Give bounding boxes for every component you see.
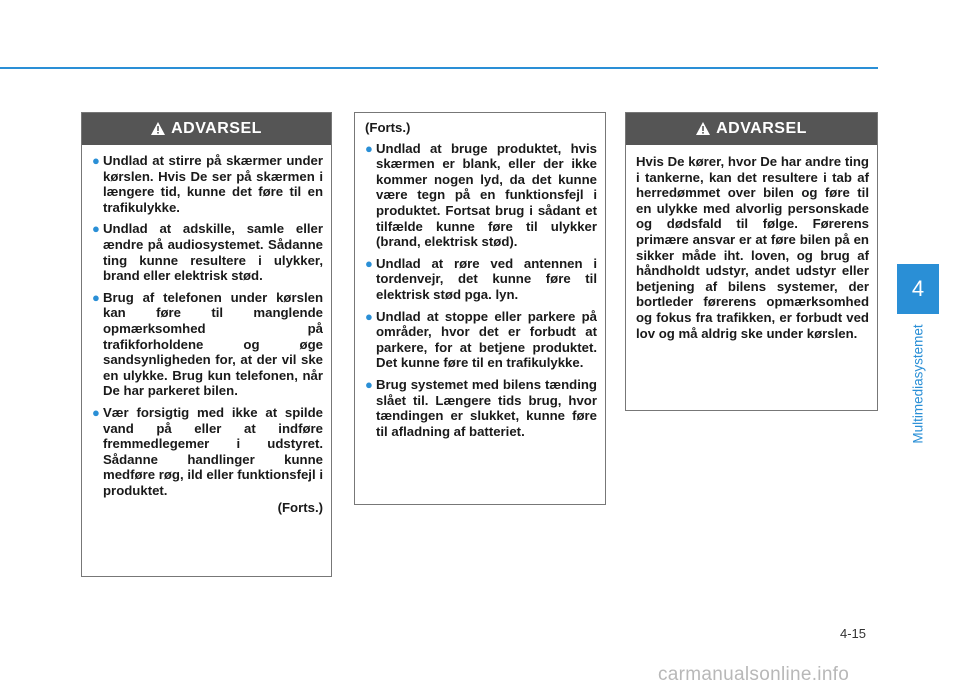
warning-header	[82, 113, 331, 145]
bullet-icon: ●	[365, 376, 373, 392]
warning-header	[626, 113, 877, 145]
warning-box-right	[625, 112, 878, 411]
warning-paragraph: Hvis De kører, hvor De har andre ting i tankerne, kan det resultere i tab af herredømmet over bilen og føre til en ulykke med alvorlig personskade og dødsfald til følge. Førerens primære ansvar er at føre bilen på en sikker måde iht. loven, og brug af håndholdt udstyr, andet udstyr eller betjening af bilens systemer, der bortleder førerens opmærksomhed og fokus fra trafikken, er forbudt ved lov og må aldrig ske under kørslen.	[636, 154, 869, 341]
page-number: 4-15	[840, 626, 867, 641]
warning-triangle-icon	[151, 122, 165, 135]
bullet-icon: ●	[92, 153, 100, 168]
warning-triangle-icon	[696, 122, 710, 135]
list-item: ● Undlad at røre ved antennen i tordenvejr, det kunne føre til elektrisk stød pga. lyn.	[365, 255, 597, 302]
chapter-tab[interactable]: 4	[897, 264, 939, 314]
warning-box-middle	[354, 112, 606, 505]
header-rule	[0, 67, 878, 69]
warning-list	[92, 153, 323, 498]
chapter-label: Multimediasystemet	[910, 324, 926, 444]
continued-label: (Forts.)	[277, 500, 323, 516]
list-item: ● Brug systemet med bilens tænding slået til. Længere tids brug, hvor tændingen er slukket, kunne føre til afladning af batteriet.	[365, 376, 597, 439]
warning-title: ADVARSEL	[171, 120, 262, 137]
watermark: carmanualsonline.info	[658, 664, 850, 685]
warning-title: ADVARSEL	[716, 120, 807, 137]
list-item: ● Undlad at adskille, samle eller ændre på audiosystemet. Sådanne ting kunne resultere i ulykker, brand eller elektrisk stød.	[92, 221, 323, 284]
list-item: ● Undlad at stoppe eller parkere på områder, hvor det er forbudt at parkere, for at betjene produktet. Det kunne føre til en trafikulykke.	[365, 308, 597, 371]
bullet-icon: ●	[365, 308, 373, 324]
warning-box-left	[81, 112, 332, 577]
bullet-icon: ●	[92, 404, 100, 420]
continued-from-label: (Forts.)	[365, 120, 411, 135]
bullet-icon: ●	[365, 140, 373, 156]
bullet-icon: ●	[92, 221, 100, 237]
warning-list	[365, 141, 597, 440]
bullet-icon: ●	[92, 289, 100, 305]
list-item: ● Undlad at stirre på skærmer under kørslen. Hvis De ser på skærmen i længere tid, kunne det føre til en trafikulykke.	[92, 153, 323, 215]
bullet-icon: ●	[365, 255, 373, 271]
list-item: ● Undlad at bruge produktet, hvis skærmen er blank, eller der ikke kommer nogen lyd, da det kunne være tegn på en funktionsfejl i produktet. Fortsat brug i sådant et tilfælde kunne føre til ulykker (brand, elektrisk stød).	[365, 140, 597, 250]
list-item: ● Vær forsigtig med ikke at spilde vand på eller at indføre fremmedlegemer i udstyret. Sådanne handlinger kunne medføre røg, ild eller funktionsfejl i produktet.	[92, 404, 323, 498]
list-item: ● Brug af telefonen under kørslen kan føre til manglende opmærksomhed på trafikforholdene og øge sandsynligheden for, at der vil ske en ulykke. Brug kun telefonen, når De har parkeret bilen.	[92, 289, 323, 399]
